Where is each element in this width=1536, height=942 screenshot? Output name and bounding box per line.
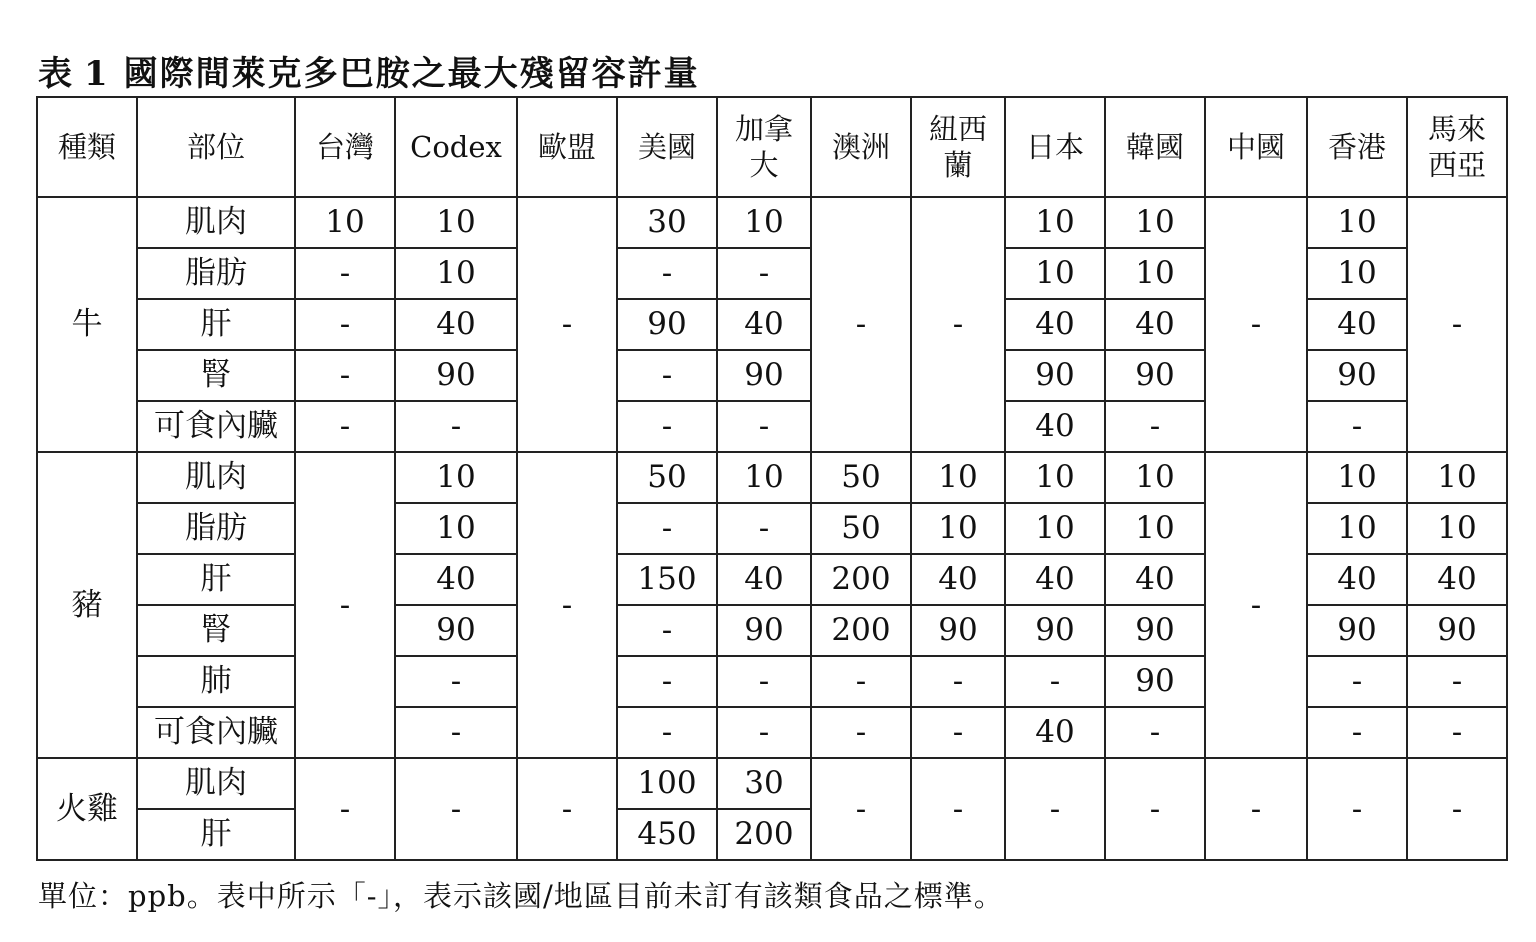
value-cell: 40	[1407, 554, 1507, 605]
value-cell: 40	[1307, 554, 1407, 605]
value-cell: 90	[1307, 350, 1407, 401]
part-cell: 腎	[137, 350, 295, 401]
value-cell: 10	[1407, 503, 1507, 554]
value-cell: 90	[395, 605, 517, 656]
value-cell: 90	[395, 350, 517, 401]
value-cell: 10	[911, 503, 1005, 554]
header-malaysia	[1407, 97, 1507, 197]
part-cell: 肺	[137, 656, 295, 707]
value-cell: -	[617, 605, 717, 656]
value-cell: -	[295, 248, 395, 299]
header-canada-line1: 加拿	[734, 111, 793, 146]
value-cell: 40	[395, 554, 517, 605]
value-cell: -	[295, 758, 395, 860]
table-title	[38, 46, 700, 95]
header-part: 部位	[137, 97, 295, 197]
value-cell: 10	[1005, 452, 1105, 503]
value-cell: 10	[1105, 248, 1205, 299]
value-cell: 150	[617, 554, 717, 605]
value-cell: 40	[717, 554, 811, 605]
value-cell: -	[717, 401, 811, 452]
header-taiwan: 台灣	[295, 97, 395, 197]
value-cell: 10	[1105, 503, 1205, 554]
mrl-table	[36, 96, 1508, 861]
header-usa: 美國	[617, 97, 717, 197]
part-cell: 肌肉	[137, 197, 295, 248]
value-cell: 90	[1105, 656, 1205, 707]
value-cell: -	[1105, 707, 1205, 758]
value-cell: 200	[811, 605, 911, 656]
value-cell: 10	[1005, 503, 1105, 554]
value-cell: 90	[617, 299, 717, 350]
category-beef: 牛	[37, 197, 137, 452]
value-cell: -	[717, 248, 811, 299]
value-cell: -	[717, 656, 811, 707]
value-cell: 10	[1105, 452, 1205, 503]
value-cell: 10	[717, 197, 811, 248]
header-korea: 韓國	[1105, 97, 1205, 197]
value-cell: 90	[1105, 605, 1205, 656]
value-cell: -	[1205, 452, 1307, 758]
value-cell: 40	[1105, 554, 1205, 605]
table-row	[37, 452, 1507, 503]
value-cell: 50	[811, 452, 911, 503]
value-cell: -	[1307, 401, 1407, 452]
header-malaysia-line2: 西亞	[1427, 148, 1486, 182]
value-cell: -	[811, 197, 911, 452]
value-cell: 200	[811, 554, 911, 605]
value-cell: -	[1407, 197, 1507, 452]
value-cell: -	[911, 197, 1005, 452]
category-pork: 豬	[37, 452, 137, 758]
value-cell: 200	[717, 809, 811, 860]
header-australia: 澳洲	[811, 97, 911, 197]
value-cell: -	[911, 707, 1005, 758]
part-cell: 肝	[137, 554, 295, 605]
value-cell: 90	[1307, 605, 1407, 656]
value-cell: -	[911, 758, 1005, 860]
value-cell: 40	[1005, 401, 1105, 452]
part-cell: 可食內臟	[137, 401, 295, 452]
value-cell: -	[517, 452, 617, 758]
value-cell: -	[395, 707, 517, 758]
value-cell: 50	[617, 452, 717, 503]
value-cell: -	[1407, 758, 1507, 860]
value-cell: -	[1205, 197, 1307, 452]
value-cell: -	[717, 503, 811, 554]
table-title-prefix: 表	[38, 54, 74, 94]
table-footnote: 單位：ppb。表中所示「-」，表示該國/地區目前未訂有該類食品之標準。	[38, 879, 1004, 913]
value-cell: 10	[395, 248, 517, 299]
value-cell: 40	[911, 554, 1005, 605]
part-cell: 可食內臟	[137, 707, 295, 758]
value-cell: -	[617, 707, 717, 758]
value-cell: 450	[617, 809, 717, 860]
table-row	[37, 197, 1507, 248]
value-cell: -	[1205, 758, 1307, 860]
value-cell: 10	[395, 503, 517, 554]
value-cell: -	[295, 350, 395, 401]
value-cell: -	[295, 452, 395, 758]
part-cell: 腎	[137, 605, 295, 656]
value-cell: 90	[1005, 350, 1105, 401]
value-cell: -	[1307, 758, 1407, 860]
header-row	[37, 97, 1507, 197]
value-cell: 90	[717, 350, 811, 401]
value-cell: 10	[1307, 248, 1407, 299]
header-japan: 日本	[1005, 97, 1105, 197]
category-turkey: 火雞	[37, 758, 137, 860]
value-cell: 10	[395, 197, 517, 248]
value-cell: 40	[1005, 299, 1105, 350]
value-cell: -	[617, 656, 717, 707]
header-new-zealand	[911, 97, 1005, 197]
value-cell: -	[1407, 707, 1507, 758]
value-cell: 40	[717, 299, 811, 350]
value-cell: 90	[1105, 350, 1205, 401]
value-cell: -	[1105, 758, 1205, 860]
value-cell: -	[1105, 401, 1205, 452]
table-title-number: 1	[84, 54, 110, 94]
value-cell: -	[517, 758, 617, 860]
value-cell: -	[1005, 656, 1105, 707]
value-cell: 90	[717, 605, 811, 656]
value-cell: -	[517, 197, 617, 452]
value-cell: -	[911, 656, 1005, 707]
value-cell: 90	[1407, 605, 1507, 656]
value-cell: 10	[717, 452, 811, 503]
value-cell: 40	[1005, 554, 1105, 605]
value-cell: 10	[1307, 197, 1407, 248]
header-codex: Codex	[395, 97, 517, 197]
value-cell: -	[295, 401, 395, 452]
value-cell: 50	[811, 503, 911, 554]
value-cell: -	[295, 299, 395, 350]
value-cell: 10	[1005, 197, 1105, 248]
value-cell: 40	[1307, 299, 1407, 350]
value-cell: -	[395, 656, 517, 707]
part-cell: 肌肉	[137, 452, 295, 503]
value-cell: -	[717, 707, 811, 758]
value-cell: 10	[911, 452, 1005, 503]
value-cell: 30	[617, 197, 717, 248]
value-cell: 90	[911, 605, 1005, 656]
value-cell: -	[811, 656, 911, 707]
part-cell: 脂肪	[137, 248, 295, 299]
value-cell: 10	[295, 197, 395, 248]
value-cell: 100	[617, 758, 717, 809]
table-title-text: 國際間萊克多巴胺之最大殘留容許量	[123, 54, 700, 94]
value-cell: -	[811, 707, 911, 758]
value-cell: 90	[1005, 605, 1105, 656]
value-cell: -	[617, 350, 717, 401]
header-canada-line2: 大	[749, 148, 779, 182]
value-cell: 10	[1407, 452, 1507, 503]
value-cell: 10	[395, 452, 517, 503]
value-cell: -	[395, 401, 517, 452]
value-cell: 10	[1307, 452, 1407, 503]
value-cell: 40	[1105, 299, 1205, 350]
value-cell: -	[617, 248, 717, 299]
part-cell: 肌肉	[137, 758, 295, 809]
value-cell: 30	[717, 758, 811, 809]
value-cell: 40	[1005, 707, 1105, 758]
value-cell: -	[1407, 656, 1507, 707]
header-china: 中國	[1205, 97, 1307, 197]
part-cell: 脂肪	[137, 503, 295, 554]
value-cell: -	[617, 503, 717, 554]
value-cell: -	[395, 758, 517, 860]
value-cell: 10	[1105, 197, 1205, 248]
value-cell: 10	[1307, 503, 1407, 554]
part-cell: 肝	[137, 299, 295, 350]
header-malaysia-line1: 馬來	[1427, 111, 1486, 146]
header-hongkong: 香港	[1307, 97, 1407, 197]
header-category: 種類	[37, 97, 137, 197]
value-cell: -	[1005, 758, 1105, 860]
header-new-zealand-line2: 蘭	[943, 148, 973, 182]
header-eu: 歐盟	[517, 97, 617, 197]
value-cell: 10	[1005, 248, 1105, 299]
value-cell: 40	[395, 299, 517, 350]
part-cell: 肝	[137, 809, 295, 860]
table-row	[37, 758, 1507, 809]
value-cell: -	[1307, 656, 1407, 707]
value-cell: -	[1307, 707, 1407, 758]
value-cell: -	[811, 758, 911, 860]
header-new-zealand-line1: 紐西	[928, 111, 987, 146]
value-cell: -	[617, 401, 717, 452]
header-canada	[717, 97, 811, 197]
